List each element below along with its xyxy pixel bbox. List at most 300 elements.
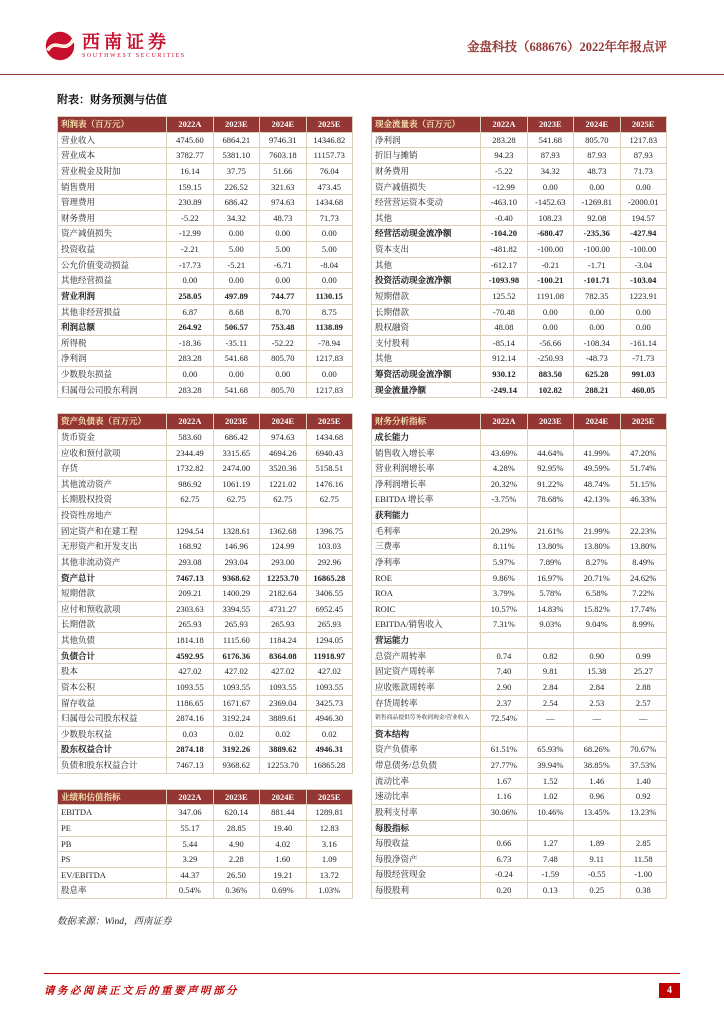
cell-value: 3889.61 [260, 711, 306, 727]
cell-value: -70.48 [481, 304, 527, 320]
cell-value: 541.68 [527, 132, 573, 148]
column-header: 2025E [306, 414, 352, 430]
cell-value: 65.93% [527, 742, 573, 758]
cell-value: -12.99 [481, 179, 527, 195]
row-label: 营运能力 [372, 633, 481, 649]
row-label: 净利润 [58, 351, 167, 367]
cell-value: 5.00 [260, 242, 306, 258]
row-label: 营业税金及附加 [58, 163, 167, 179]
cell-value: 4946.30 [306, 711, 352, 727]
cell-value: 4694.26 [260, 445, 306, 461]
table-row [372, 539, 667, 555]
cell-value: 5.00 [213, 242, 259, 258]
cell-value: 146.96 [213, 539, 259, 555]
cell-value: 265.93 [167, 617, 213, 633]
cell-value: 19.21 [260, 867, 306, 883]
cell-value: -1.59 [527, 867, 573, 883]
cell-value: 265.93 [260, 617, 306, 633]
row-label: 所得税 [58, 335, 167, 351]
cell-value: -161.14 [620, 335, 666, 351]
cell-value: 8.99% [620, 617, 666, 633]
table-row [58, 273, 353, 289]
cell-value: 6.58% [574, 586, 620, 602]
row-label: PS [58, 852, 167, 868]
table-row [58, 304, 353, 320]
cell-value [481, 429, 527, 445]
cell-value: 283.28 [167, 351, 213, 367]
cell-value: 293.08 [167, 554, 213, 570]
cell-value: 0.25 [574, 883, 620, 899]
section-row [372, 429, 667, 445]
cell-value: 34.32 [527, 163, 573, 179]
cell-value: 1814.18 [167, 633, 213, 649]
cell-value: 293.00 [260, 554, 306, 570]
cell-value: -71.73 [620, 351, 666, 367]
cell-value: 4.28% [481, 461, 527, 477]
cell-value: 4.90 [213, 836, 259, 852]
cell-value: 6952.45 [306, 601, 352, 617]
column-header: 2024E [260, 789, 306, 805]
cell-value: 805.70 [574, 132, 620, 148]
column-header: 2022A [481, 117, 527, 133]
cell-value: -3.04 [620, 257, 666, 273]
row-label: 资产负债率 [372, 742, 481, 758]
table-row [372, 367, 667, 383]
row-label: 固定资产和在建工程 [58, 523, 167, 539]
row-label: PE [58, 820, 167, 836]
table-title: 资产负债表（百万元） [58, 414, 167, 430]
cell-value: 62.75 [213, 492, 259, 508]
brand-name-en: SOUTHWEST SECURITIES [82, 52, 186, 59]
cell-value: 10.57% [481, 601, 527, 617]
cell-value: 13.23% [620, 804, 666, 820]
cell-value: 12253.70 [260, 570, 306, 586]
row-label: 毛利率 [372, 523, 481, 539]
cell-value: 16865.28 [306, 570, 352, 586]
cell-value: 1289.81 [306, 805, 352, 821]
cell-value [620, 726, 666, 742]
row-label: 货币资金 [58, 429, 167, 445]
cell-value: 38.85% [574, 758, 620, 774]
cell-value: 2874.16 [167, 711, 213, 727]
cell-value: 1217.83 [306, 382, 352, 398]
cell-value: 321.63 [260, 179, 306, 195]
table-row [58, 320, 353, 336]
cell-value: 71.73 [306, 210, 352, 226]
cell-value: 3425.73 [306, 695, 352, 711]
cell-value: -100.00 [527, 242, 573, 258]
cell-value: 48.73 [260, 210, 306, 226]
cell-value: 4592.95 [167, 648, 213, 664]
row-label: 投资性房地产 [58, 508, 167, 524]
cell-value: 3.29 [167, 852, 213, 868]
table-header-row [58, 414, 353, 430]
row-label: 长期股权投资 [58, 492, 167, 508]
cell-value: 974.63 [260, 429, 306, 445]
cell-value: 0.00 [527, 179, 573, 195]
cell-value: 49.59% [574, 461, 620, 477]
cell-value: 6176.36 [213, 648, 259, 664]
row-label: 销售收入增长率 [372, 445, 481, 461]
row-label: 股息率 [58, 883, 167, 899]
row-label: 无形资产和开发支出 [58, 539, 167, 555]
cell-value: 25.27 [620, 664, 666, 680]
row-label: 营业利润 [58, 288, 167, 304]
cell-value: -18.36 [167, 335, 213, 351]
cell-value: 7467.13 [167, 758, 213, 774]
cell-value: 3192.24 [213, 711, 259, 727]
row-label: ROIC [372, 601, 481, 617]
cell-value: 5.00 [306, 242, 352, 258]
row-label: 销售费用 [58, 179, 167, 195]
row-label: 应收和预付款项 [58, 445, 167, 461]
cell-value: 102.82 [527, 382, 573, 398]
cell-value: -100.00 [574, 242, 620, 258]
cell-value: 881.44 [260, 805, 306, 821]
cell-value: 226.52 [213, 179, 259, 195]
cell-value: 55.17 [167, 820, 213, 836]
cell-value: 347.06 [167, 805, 213, 821]
cell-value: 583.60 [167, 429, 213, 445]
row-label: 营业收入 [58, 132, 167, 148]
cell-value: 9.03% [527, 617, 573, 633]
column-header: 2023E [527, 117, 573, 133]
table-row [58, 805, 353, 821]
row-label: ROE [372, 570, 481, 586]
cell-value: 48.08 [481, 320, 527, 336]
table-row [58, 257, 353, 273]
cell-value: 9746.31 [260, 132, 306, 148]
row-label: 净利润增长率 [372, 476, 481, 492]
row-label: 应付和预收款项 [58, 601, 167, 617]
cell-value [167, 508, 213, 524]
cell-value: 0.96 [574, 789, 620, 805]
row-label: 其他负债 [58, 633, 167, 649]
cell-value: 4946.31 [306, 742, 352, 758]
table-row [372, 883, 667, 899]
cell-value: 0.82 [527, 648, 573, 664]
cell-value [481, 726, 527, 742]
cell-value: 1.03% [306, 883, 352, 899]
row-label: 净利润 [372, 132, 481, 148]
cell-value: -35.11 [213, 335, 259, 351]
cell-value: 3406.55 [306, 586, 352, 602]
cell-value: 6864.21 [213, 132, 259, 148]
cell-value: 46.33% [620, 492, 666, 508]
table-row [372, 711, 667, 727]
cell-value: 3782.77 [167, 148, 213, 164]
footer-disclaimer: 请务必阅读正文后的重要声明部分 [44, 986, 239, 997]
cell-value: 0.00 [620, 179, 666, 195]
table-row [372, 257, 667, 273]
cell-value: 11157.73 [306, 148, 352, 164]
cell-value: 91.22% [527, 476, 573, 492]
cell-value: 6940.43 [306, 445, 352, 461]
row-label: 其他非经营损益 [58, 304, 167, 320]
cell-value: 7603.18 [260, 148, 306, 164]
table-row [372, 273, 667, 289]
cell-value: -235.36 [574, 226, 620, 242]
cell-value: 1093.55 [167, 679, 213, 695]
cell-value: 1.09 [306, 852, 352, 868]
cell-value: 159.15 [167, 179, 213, 195]
table-row [372, 132, 667, 148]
table-header-row [372, 117, 667, 133]
table-title: 财务分析指标 [372, 414, 481, 430]
cell-value: 427.02 [260, 664, 306, 680]
section-title: 附表：财务预测与估值 [57, 94, 167, 106]
cell-value: 2.85 [620, 836, 666, 852]
row-label: 存货周转率 [372, 695, 481, 711]
cell-value: 1115.60 [213, 633, 259, 649]
cell-value: 1.16 [481, 789, 527, 805]
table-row [372, 351, 667, 367]
cell-value: -249.14 [481, 382, 527, 398]
cell-value: 264.92 [167, 320, 213, 336]
cell-value: -2000.01 [620, 195, 666, 211]
table-row [58, 288, 353, 304]
table-row [372, 664, 667, 680]
cell-value: 51.15% [620, 476, 666, 492]
cell-value: 1130.15 [306, 288, 352, 304]
cell-value: 0.02 [213, 726, 259, 742]
table-row [372, 242, 667, 258]
cell-value: 1093.55 [213, 679, 259, 695]
cell-value [574, 508, 620, 524]
cell-value: -100.00 [620, 242, 666, 258]
cell-value: 1396.75 [306, 523, 352, 539]
cell-value: 991.03 [620, 367, 666, 383]
cell-value [574, 726, 620, 742]
cell-value: 7.89% [527, 554, 573, 570]
table-row [372, 226, 667, 242]
row-label: 经营活动现金流净额 [372, 226, 481, 242]
column-header: 2024E [260, 117, 306, 133]
cell-value: 0.00 [213, 367, 259, 383]
cell-value: -100.21 [527, 273, 573, 289]
cell-value: -1269.81 [574, 195, 620, 211]
row-label: 三费率 [372, 539, 481, 555]
cell-value [213, 508, 259, 524]
cell-value: 283.28 [167, 382, 213, 398]
row-label: 其他经营损益 [58, 273, 167, 289]
table-row [58, 242, 353, 258]
cell-value: 1.27 [527, 836, 573, 852]
cell-value: 1.02 [527, 789, 573, 805]
cell-value: -56.66 [527, 335, 573, 351]
cell-value: 0.90 [574, 648, 620, 664]
column-header: 2022A [167, 117, 213, 133]
cell-value: 1434.68 [306, 429, 352, 445]
table-row [58, 461, 353, 477]
column-header: 2025E [306, 789, 352, 805]
cell-value: 805.70 [260, 351, 306, 367]
row-label: 资本结构 [372, 726, 481, 742]
cell-value: 0.02 [306, 726, 352, 742]
cell-value: 28.85 [213, 820, 259, 836]
cell-value: 625.28 [574, 367, 620, 383]
section-row [372, 726, 667, 742]
cell-value [620, 429, 666, 445]
cell-value [574, 820, 620, 836]
table-row [372, 804, 667, 820]
table-row [372, 210, 667, 226]
table-row [372, 836, 667, 852]
table-row [58, 195, 353, 211]
cell-value: 16.97% [527, 570, 573, 586]
cell-value: -481.82 [481, 242, 527, 258]
left-column [57, 116, 353, 899]
row-label: 其他 [372, 257, 481, 273]
table-row [58, 617, 353, 633]
table-row [372, 570, 667, 586]
cell-value: 782.35 [574, 288, 620, 304]
table-row [372, 163, 667, 179]
cell-value: 1732.82 [167, 461, 213, 477]
cell-value: 39.94% [527, 758, 573, 774]
cell-value: 61.51% [481, 742, 527, 758]
row-label: 销售商品提供劳务收到现金/营业收入 [372, 711, 481, 727]
cell-value: 22.23% [620, 523, 666, 539]
table-row [58, 711, 353, 727]
cell-value: — [574, 711, 620, 727]
row-label: 投资活动现金流净额 [372, 273, 481, 289]
cell-value: 48.74% [574, 476, 620, 492]
table-row [58, 210, 353, 226]
cell-value: 283.28 [481, 132, 527, 148]
row-label: 短期借款 [372, 288, 481, 304]
row-label: 每股收益 [372, 836, 481, 852]
footer-row [44, 983, 680, 998]
cell-value: 20.32% [481, 476, 527, 492]
cell-value: 0.00 [620, 304, 666, 320]
table-row [372, 742, 667, 758]
cell-value: -103.04 [620, 273, 666, 289]
row-label: 折旧与摊销 [372, 148, 481, 164]
cell-value: 3394.55 [213, 601, 259, 617]
brand-logo-icon [44, 30, 76, 62]
row-label: EBITDA [58, 805, 167, 821]
cell-value [574, 429, 620, 445]
table-row [372, 382, 667, 398]
cell-value: 62.75 [306, 492, 352, 508]
cell-value: 0.00 [527, 304, 573, 320]
cell-value: 460.05 [620, 382, 666, 398]
table-row [372, 695, 667, 711]
cell-value: 108.23 [527, 210, 573, 226]
cell-value: 744.77 [260, 288, 306, 304]
cell-value: 11.58 [620, 851, 666, 867]
cell-value: 2.53 [574, 695, 620, 711]
cell-value: 1221.02 [260, 476, 306, 492]
table-title: 业绩和估值指标 [58, 789, 167, 805]
row-label: 短期借款 [58, 586, 167, 602]
row-label: 存货 [58, 461, 167, 477]
cell-value [620, 508, 666, 524]
row-label: 其他流动资产 [58, 476, 167, 492]
cell-value: 2.57 [620, 695, 666, 711]
cell-value: 497.89 [213, 288, 259, 304]
cell-value: 8364.08 [260, 648, 306, 664]
cell-value: 7.31% [481, 617, 527, 633]
table-header-row [372, 414, 667, 430]
table-row [372, 601, 667, 617]
table-row [58, 883, 353, 899]
table-row [58, 742, 353, 758]
brand-logo [44, 30, 186, 62]
table-row [58, 820, 353, 836]
section-row [372, 633, 667, 649]
table-row [58, 758, 353, 774]
row-label: 总资产周转率 [372, 648, 481, 664]
cell-value: 0.02 [260, 726, 306, 742]
row-label: 留存收益 [58, 695, 167, 711]
cell-value: 41.99% [574, 445, 620, 461]
cell-value: -0.21 [527, 257, 573, 273]
cell-value: -427.94 [620, 226, 666, 242]
cell-value: -463.10 [481, 195, 527, 211]
cell-value: 2.84 [574, 679, 620, 695]
row-label: 少数股东权益 [58, 726, 167, 742]
cell-value: 473.45 [306, 179, 352, 195]
row-label: 资产减值损失 [58, 226, 167, 242]
brand-name-cn: 西南证券 [82, 31, 170, 52]
row-label: 每股经营现金 [372, 867, 481, 883]
table-row [372, 679, 667, 695]
cell-value: 753.48 [260, 320, 306, 336]
table-row [58, 132, 353, 148]
table-row [58, 492, 353, 508]
cell-value: 14.83% [527, 601, 573, 617]
cell-value: 974.63 [260, 195, 306, 211]
cell-value: -0.55 [574, 867, 620, 883]
table-row [58, 695, 353, 711]
row-label: EV/EBITDA [58, 867, 167, 883]
cell-value: 883.50 [527, 367, 573, 383]
cell-value: 17.74% [620, 601, 666, 617]
cell-value: 10.46% [527, 804, 573, 820]
cell-value: 1138.89 [306, 320, 352, 336]
row-label: 长期借款 [372, 304, 481, 320]
cell-value: 62.75 [260, 492, 306, 508]
cell-value: 541.68 [213, 382, 259, 398]
cell-value: 0.99 [620, 648, 666, 664]
table-row [372, 773, 667, 789]
cell-value: 0.00 [260, 226, 306, 242]
column-header: 2023E [213, 414, 259, 430]
cell-value: 9.11 [574, 851, 620, 867]
cell-value: 3.79% [481, 586, 527, 602]
cell-value: -5.22 [481, 163, 527, 179]
cell-value: 7467.13 [167, 570, 213, 586]
cell-value: 5158.51 [306, 461, 352, 477]
table-row [372, 758, 667, 774]
cell-value: 44.64% [527, 445, 573, 461]
cell-value: 3192.26 [213, 742, 259, 758]
cell-value: 2344.49 [167, 445, 213, 461]
table-row [372, 335, 667, 351]
cell-value: 1.89 [574, 836, 620, 852]
cell-value: 4731.27 [260, 601, 306, 617]
table-row [372, 195, 667, 211]
cell-value: 47.20% [620, 445, 666, 461]
row-label: 成长能力 [372, 429, 481, 445]
page-header [0, 0, 724, 75]
tables-area [57, 116, 667, 899]
column-header: 2025E [620, 117, 666, 133]
cell-value: 16865.28 [306, 758, 352, 774]
cell-value: 26.50 [213, 867, 259, 883]
